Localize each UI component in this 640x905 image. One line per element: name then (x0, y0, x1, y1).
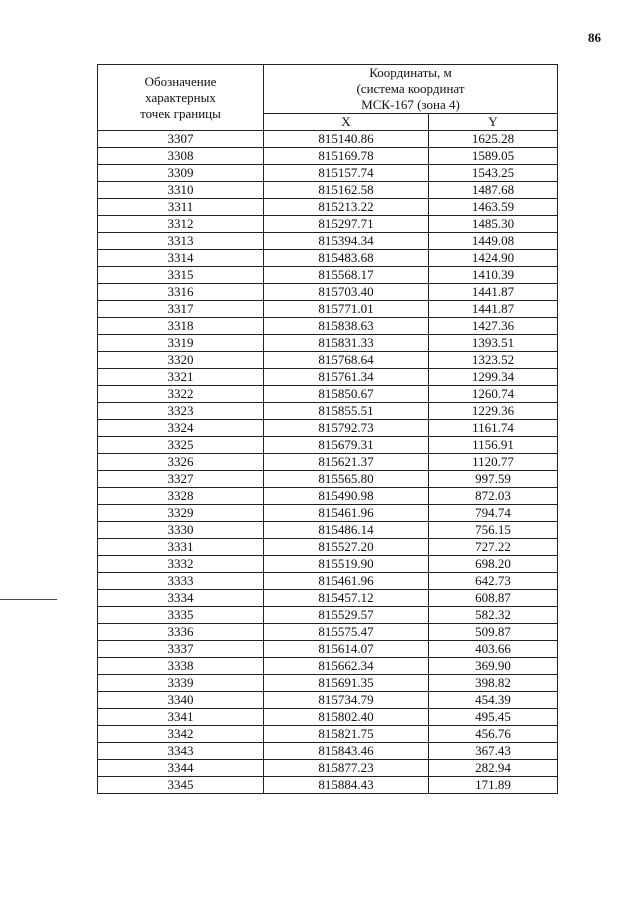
x-coordinate-cell: 815838.63 (264, 318, 429, 335)
x-coordinate-cell: 815761.34 (264, 369, 429, 386)
point-id-cell: 3334 (98, 590, 264, 607)
table-row (98, 726, 558, 743)
table-row (98, 437, 558, 454)
y-column-header: Y (429, 114, 558, 131)
point-id-cell: 3311 (98, 199, 264, 216)
table-row (98, 641, 558, 658)
y-coordinate-cell: 1543.25 (429, 165, 558, 182)
table-row (98, 658, 558, 675)
y-coordinate-cell: 398.82 (429, 675, 558, 692)
y-coordinate-cell: 1393.51 (429, 335, 558, 352)
y-coordinate-cell: 698.20 (429, 556, 558, 573)
table-row (98, 522, 558, 539)
y-coordinate-cell: 997.59 (429, 471, 558, 488)
x-coordinate-cell: 815802.40 (264, 709, 429, 726)
x-coordinate-cell: 815527.20 (264, 539, 429, 556)
y-coordinate-cell: 756.15 (429, 522, 558, 539)
table-row (98, 675, 558, 692)
point-id-cell: 3321 (98, 369, 264, 386)
y-coordinate-cell: 1441.87 (429, 284, 558, 301)
y-coordinate-cell: 1485.30 (429, 216, 558, 233)
table-row (98, 777, 558, 794)
y-coordinate-cell: 454.39 (429, 692, 558, 709)
point-header-line: Обозначение (144, 73, 217, 89)
table-row (98, 199, 558, 216)
y-coordinate-cell: 1463.59 (429, 199, 558, 216)
y-coordinate-cell: 171.89 (429, 777, 558, 794)
point-id-cell: 3333 (98, 573, 264, 590)
table-row (98, 131, 558, 148)
x-coordinate-cell: 815157.74 (264, 165, 429, 182)
point-id-cell: 3339 (98, 675, 264, 692)
y-coordinate-cell: 1156.91 (429, 437, 558, 454)
x-coordinate-cell: 815457.12 (264, 590, 429, 607)
table-row (98, 590, 558, 607)
table-row (98, 539, 558, 556)
point-id-cell: 3331 (98, 539, 264, 556)
point-id-cell: 3330 (98, 522, 264, 539)
x-coordinate-cell: 815850.67 (264, 386, 429, 403)
x-coordinate-cell: 815297.71 (264, 216, 429, 233)
table-row (98, 505, 558, 522)
point-id-cell: 3325 (98, 437, 264, 454)
table-row (98, 369, 558, 386)
x-coordinate-cell: 815679.31 (264, 437, 429, 454)
point-id-cell: 3345 (98, 777, 264, 794)
table-row (98, 454, 558, 471)
x-coordinate-cell: 815568.17 (264, 267, 429, 284)
x-coordinate-cell: 815486.14 (264, 522, 429, 539)
table-row (98, 352, 558, 369)
y-coordinate-cell: 608.87 (429, 590, 558, 607)
x-coordinate-cell: 815213.22 (264, 199, 429, 216)
x-coordinate-cell: 815877.23 (264, 760, 429, 777)
y-coordinate-cell: 369.90 (429, 658, 558, 675)
table-row (98, 488, 558, 505)
point-id-cell: 3315 (98, 267, 264, 284)
table-row (98, 607, 558, 624)
y-coordinate-cell: 1299.34 (429, 369, 558, 386)
y-coordinate-cell: 495.45 (429, 709, 558, 726)
coordinates-table (97, 64, 558, 794)
x-coordinate-cell: 815621.37 (264, 454, 429, 471)
point-id-cell: 3324 (98, 420, 264, 437)
x-coordinate-cell: 815461.96 (264, 573, 429, 590)
table-row (98, 148, 558, 165)
x-column-header: X (264, 114, 429, 131)
point-id-cell: 3313 (98, 233, 264, 250)
table-row (98, 624, 558, 641)
page-number: 86 (588, 30, 601, 45)
x-coordinate-cell: 815768.64 (264, 352, 429, 369)
point-id-cell: 3323 (98, 403, 264, 420)
x-coordinate-cell: 815140.86 (264, 131, 429, 148)
y-coordinate-cell: 1589.05 (429, 148, 558, 165)
point-id-cell: 3343 (98, 743, 264, 760)
point-id-cell: 3342 (98, 726, 264, 743)
y-coordinate-cell: 367.43 (429, 743, 558, 760)
x-coordinate-cell: 815529.57 (264, 607, 429, 624)
x-coordinate-cell: 815831.33 (264, 335, 429, 352)
x-coordinate-cell: 815519.90 (264, 556, 429, 573)
table-row (98, 165, 558, 182)
y-coordinate-cell: 642.73 (429, 573, 558, 590)
x-coordinate-cell: 815884.43 (264, 777, 429, 794)
point-id-cell: 3344 (98, 760, 264, 777)
x-coordinate-cell: 815394.34 (264, 233, 429, 250)
x-coordinate-cell: 815490.98 (264, 488, 429, 505)
x-coordinate-cell: 815792.73 (264, 420, 429, 437)
table-row (98, 267, 558, 284)
x-coordinate-cell: 815703.40 (264, 284, 429, 301)
point-id-cell: 3328 (98, 488, 264, 505)
table-header-row (98, 65, 558, 114)
point-id-cell: 3310 (98, 182, 264, 199)
y-coordinate-cell: 727.22 (429, 539, 558, 556)
y-coordinate-cell: 1229.36 (429, 403, 558, 420)
x-coordinate-cell: 815483.68 (264, 250, 429, 267)
y-coordinate-cell: 403.66 (429, 641, 558, 658)
table-row (98, 233, 558, 250)
x-coordinate-cell: 815461.96 (264, 505, 429, 522)
point-id-cell: 3337 (98, 641, 264, 658)
point-id-cell: 3335 (98, 607, 264, 624)
point-id-cell: 3317 (98, 301, 264, 318)
y-coordinate-cell: 1449.08 (429, 233, 558, 250)
x-coordinate-cell: 815771.01 (264, 301, 429, 318)
margin-mark (0, 599, 57, 600)
table-row (98, 335, 558, 352)
point-id-cell: 3314 (98, 250, 264, 267)
coords-header-line: (система координат (356, 81, 465, 96)
x-coordinate-cell: 815565.80 (264, 471, 429, 488)
y-coordinate-cell: 456.76 (429, 726, 558, 743)
x-coordinate-cell: 815162.58 (264, 182, 429, 199)
coords-header-line: МСК-167 (зона 4) (361, 97, 460, 112)
y-coordinate-cell: 872.03 (429, 488, 558, 505)
y-coordinate-cell: 1410.39 (429, 267, 558, 284)
table-row (98, 182, 558, 199)
y-coordinate-cell: 1427.36 (429, 318, 558, 335)
x-coordinate-cell: 815843.46 (264, 743, 429, 760)
table-row (98, 709, 558, 726)
table-row (98, 471, 558, 488)
y-coordinate-cell: 1441.87 (429, 301, 558, 318)
y-coordinate-cell: 794.74 (429, 505, 558, 522)
y-coordinate-cell: 582.32 (429, 607, 558, 624)
y-coordinate-cell: 1161.74 (429, 420, 558, 437)
point-id-cell: 3318 (98, 318, 264, 335)
x-coordinate-cell: 815614.07 (264, 641, 429, 658)
y-coordinate-cell: 1260.74 (429, 386, 558, 403)
x-coordinate-cell: 815691.35 (264, 675, 429, 692)
table-row (98, 573, 558, 590)
x-coordinate-cell: 815821.75 (264, 726, 429, 743)
y-coordinate-cell: 1625.28 (429, 131, 558, 148)
table-row (98, 284, 558, 301)
x-coordinate-cell: 815169.78 (264, 148, 429, 165)
point-id-cell: 3338 (98, 658, 264, 675)
point-id-cell: 3319 (98, 335, 264, 352)
table-row (98, 216, 558, 233)
point-header-line: точек границы (140, 105, 221, 121)
point-id-cell: 3320 (98, 352, 264, 369)
coordinates-header (264, 65, 558, 114)
table-row (98, 318, 558, 335)
table-row (98, 250, 558, 267)
point-id-cell: 3316 (98, 284, 264, 301)
point-id-cell: 3312 (98, 216, 264, 233)
y-coordinate-cell: 1120.77 (429, 454, 558, 471)
table-row (98, 403, 558, 420)
y-coordinate-cell: 1323.52 (429, 352, 558, 369)
point-id-cell: 3341 (98, 709, 264, 726)
y-coordinate-cell: 282.94 (429, 760, 558, 777)
x-coordinate-cell: 815734.79 (264, 692, 429, 709)
y-coordinate-cell: 1424.90 (429, 250, 558, 267)
table-row (98, 692, 558, 709)
point-header-line: характерных (145, 89, 216, 105)
table-row (98, 301, 558, 318)
point-id-cell: 3309 (98, 165, 264, 182)
table-row (98, 420, 558, 437)
point-id-cell: 3336 (98, 624, 264, 641)
coords-header-line: Координаты, м (369, 65, 452, 80)
point-id-cell: 3332 (98, 556, 264, 573)
y-coordinate-cell: 1487.68 (429, 182, 558, 199)
y-coordinate-cell: 509.87 (429, 624, 558, 641)
point-id-cell: 3326 (98, 454, 264, 471)
x-coordinate-cell: 815662.34 (264, 658, 429, 675)
point-id-cell: 3322 (98, 386, 264, 403)
table-row (98, 760, 558, 777)
point-designation-header (98, 65, 264, 131)
x-coordinate-cell: 815855.51 (264, 403, 429, 420)
table-row (98, 556, 558, 573)
point-id-cell: 3340 (98, 692, 264, 709)
table-row (98, 743, 558, 760)
table-row (98, 386, 558, 403)
table-body (98, 131, 558, 794)
point-id-cell: 3327 (98, 471, 264, 488)
x-coordinate-cell: 815575.47 (264, 624, 429, 641)
point-id-cell: 3308 (98, 148, 264, 165)
point-id-cell: 3329 (98, 505, 264, 522)
point-id-cell: 3307 (98, 131, 264, 148)
